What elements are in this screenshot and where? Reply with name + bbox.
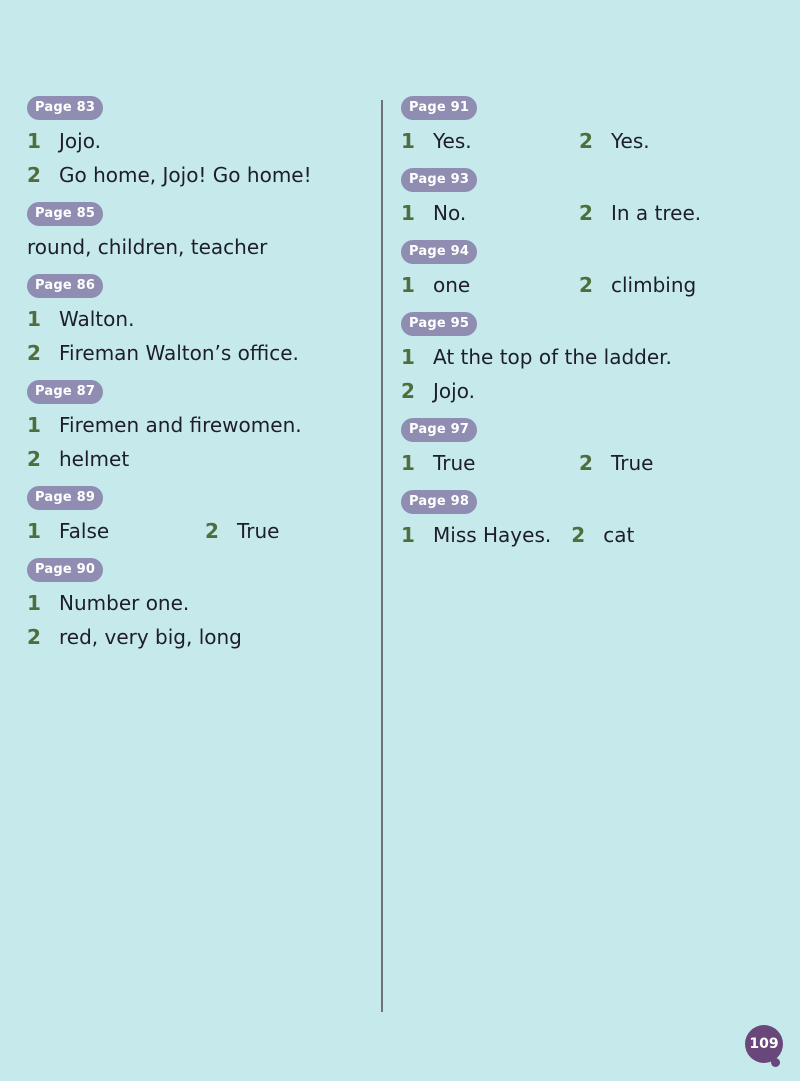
section-page-85 — [27, 202, 367, 264]
answer-text: Miss Hayes. — [433, 523, 552, 547]
answer-number: 2 — [579, 273, 593, 297]
right-column — [401, 96, 781, 562]
answer-text: False — [59, 519, 110, 543]
answer-number: 2 — [205, 519, 219, 543]
answer-2 — [579, 446, 653, 480]
answer-1 — [27, 586, 367, 620]
answer-text: True — [237, 519, 280, 543]
section-page-94 — [401, 240, 781, 302]
answer-text: At the top of the ladder. — [433, 345, 672, 369]
answer-number: 1 — [401, 273, 415, 297]
answer-1 — [27, 124, 367, 158]
answer-pair — [401, 124, 781, 158]
answer-text: Go home, Jojo! Go home! — [59, 163, 312, 187]
page-label: Page 94 — [401, 240, 477, 264]
answer-text: No. — [433, 201, 467, 225]
answer-text: Walton. — [59, 307, 135, 331]
answer-number: 1 — [401, 451, 415, 475]
answer-1 — [27, 408, 367, 442]
answer-text: red, very big, long — [59, 625, 242, 649]
page-label: Page 83 — [27, 96, 103, 120]
answer-2 — [579, 268, 696, 302]
answer-text: True — [433, 451, 476, 475]
answer-number: 2 — [579, 451, 593, 475]
answer-number: 1 — [27, 519, 41, 543]
section-page-90 — [27, 558, 367, 654]
section-page-86 — [27, 274, 367, 370]
page-label: Page 90 — [27, 558, 103, 582]
answer-number: 1 — [401, 345, 415, 369]
answer-number: 2 — [27, 447, 41, 471]
answer-text: cat — [603, 523, 635, 547]
answer-number: 2 — [579, 129, 593, 153]
answer-1 — [401, 340, 781, 374]
answer-text: Jojo. — [59, 129, 101, 153]
section-page-95 — [401, 312, 781, 408]
column-divider — [381, 100, 383, 1012]
answer-1 — [401, 196, 579, 230]
answer-2 — [27, 620, 367, 654]
answer-text: Fireman Walton’s office. — [59, 341, 299, 365]
answer-number: 1 — [27, 307, 41, 331]
answer-1 — [401, 446, 579, 480]
answer-number: 2 — [27, 341, 41, 365]
answer-number: 2 — [27, 163, 41, 187]
answer-text: climbing — [611, 273, 697, 297]
section-page-87 — [27, 380, 367, 476]
answer-number: 1 — [27, 591, 41, 615]
answer-2 — [27, 336, 367, 370]
answer-number: 1 — [401, 523, 415, 547]
answer-2 — [27, 442, 367, 476]
section-page-89 — [27, 486, 367, 548]
answer-number: 2 — [401, 379, 415, 403]
answer-2 — [205, 514, 279, 548]
page-label: Page 89 — [27, 486, 103, 510]
page-label: Page 91 — [401, 96, 477, 120]
page-number-badge: 109 — [745, 1025, 783, 1063]
answer-number: 2 — [579, 201, 593, 225]
section-page-83 — [27, 96, 367, 192]
page-label: Page 93 — [401, 168, 477, 192]
answer-1 — [27, 514, 205, 548]
answer-number: 2 — [27, 625, 41, 649]
answer-text: round, children, teacher — [27, 235, 268, 259]
page-number-dot — [771, 1058, 780, 1067]
page-label: Page 98 — [401, 490, 477, 514]
section-page-91 — [401, 96, 781, 158]
answer-text: True — [611, 451, 654, 475]
page-label: Page 95 — [401, 312, 477, 336]
page-label: Page 85 — [27, 202, 103, 226]
answer-pair — [27, 514, 367, 548]
answer-1 — [401, 124, 579, 158]
answer-2 — [27, 158, 367, 192]
answer-text: Number one. — [59, 591, 190, 615]
answer-2 — [579, 196, 701, 230]
page-label: Page 86 — [27, 274, 103, 298]
answer-pair — [401, 518, 781, 552]
answer-number: 1 — [27, 129, 41, 153]
answer-2 — [579, 124, 650, 158]
answer-pair — [401, 196, 781, 230]
answer-number: 1 — [27, 413, 41, 437]
answer-2 — [401, 374, 781, 408]
answer-pair — [401, 268, 781, 302]
answer-text: Yes. — [611, 129, 650, 153]
section-page-98 — [401, 490, 781, 552]
answer-text: Jojo. — [433, 379, 475, 403]
answer-1 — [27, 302, 367, 336]
answer-1 — [401, 268, 579, 302]
answer-text: Yes. — [433, 129, 472, 153]
answer-pair — [401, 446, 781, 480]
page-label: Page 87 — [27, 380, 103, 404]
answer-number: 1 — [401, 129, 415, 153]
left-column — [27, 96, 367, 664]
answer-number: 1 — [401, 201, 415, 225]
answer-text: In a tree. — [611, 201, 702, 225]
section-page-97 — [401, 418, 781, 480]
answer-text: helmet — [59, 447, 130, 471]
section-page-93 — [401, 168, 781, 230]
answer-text: Firemen and firewomen. — [59, 413, 302, 437]
answer-number: 2 — [571, 523, 586, 547]
page-label: Page 97 — [401, 418, 477, 442]
answer-text: one — [433, 273, 471, 297]
